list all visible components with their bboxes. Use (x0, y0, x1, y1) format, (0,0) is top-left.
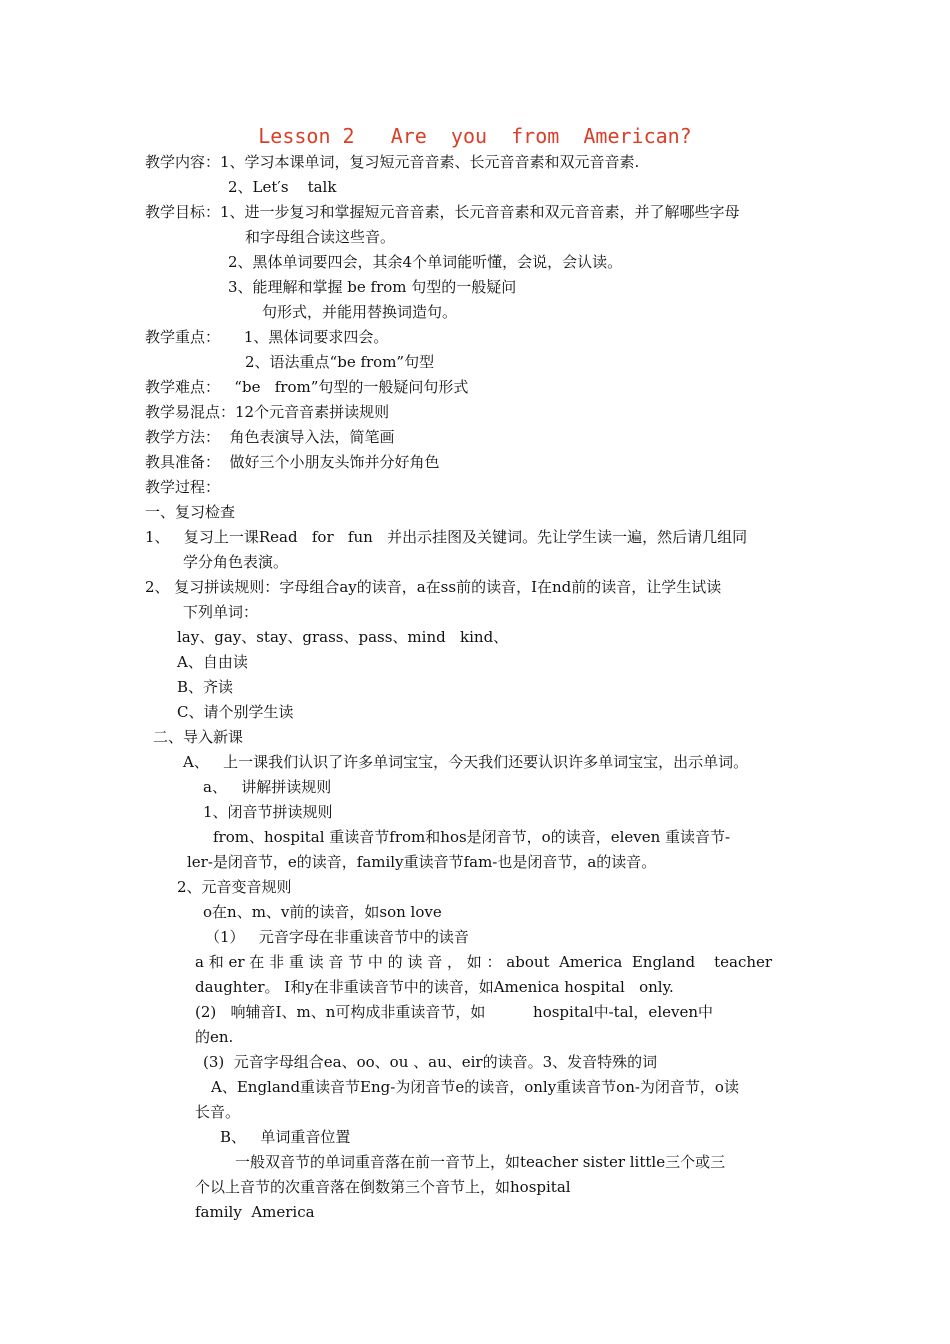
confusing-points-line: 教学易混点：12个元音音素拼读规则 (145, 403, 390, 421)
teaching-content-line: 教学内容：1、学习本课单词，复习短元音音素、长元音音素和双元音音素. (145, 153, 640, 171)
review-item-1-continuation: 学分角色表演。 (183, 553, 289, 571)
section-1-heading: 一、复习检查 (145, 503, 236, 521)
review-item-2-continuation: 下列单词： (183, 603, 259, 621)
teaching-method-line: 教学方法： 角色表演导入法，简笔画 (145, 428, 395, 446)
reading-option-b: B、齐读 (177, 678, 234, 696)
new-lesson-item-a: A、 上一课我们认识了许多单词宝宝，今天我们还要认识许多单词宝宝，出示单词。 (183, 753, 749, 771)
lesson-title: Lesson 2 Are you from American? (258, 124, 692, 148)
review-item-1: 1、 复习上一课Read for fun 并出示挂图及关键词。先让学生读一遍，然后请几组同 (145, 528, 748, 546)
teaching-goal-line: 教学目标：1、进一步复习和掌握短元音音素，长元音音素和双元音音素，并了解哪些字母 (145, 203, 740, 221)
special-words-text-continuation: 长音。 (195, 1103, 241, 1121)
section-2-heading: 二、导入新课 (153, 728, 244, 746)
sonorant-consonant-text: (2) 响辅音I、m、n可构成非重读音节，如 hospital中-tal，eleven中 (195, 1003, 713, 1021)
teaching-process-heading: 教学过程： (145, 478, 221, 496)
teaching-focus-line: 教学重点： 1、黑体词要求四会。 (145, 328, 389, 346)
sonorant-consonant-text-continuation: 的en. (195, 1028, 234, 1046)
teaching-focus-item-2: 2、语法重点“be from”句型 (245, 353, 435, 371)
unstressed-vowel-text: a 和 er 在 非 重 读 音 节 中 的 读 音 ， 如 ： about America England teacher (195, 953, 773, 971)
spelling-rules-heading: a、 讲解拼读规则 (203, 778, 332, 796)
unstressed-vowel-heading: （1） 元音字母在非重读音节中的读音 (205, 928, 469, 946)
review-item-2: 2、 复习拼读规则：字母组合ay的读音，a在ss前的读音，I在nd前的读音，让学生试读 (145, 578, 722, 596)
teaching-content-item-2: 2、Let′s talk (228, 178, 337, 196)
vowel-change-text: o在n、m、v前的读音，如son love (203, 903, 442, 921)
word-stress-examples: family America (195, 1203, 315, 1221)
reading-option-a: A、自由读 (177, 653, 248, 671)
teaching-goal-item-3-continuation: 句形式，并能用替换词造句。 (262, 303, 458, 321)
word-list: lay、gay、stay、grass、pass、mind kind、 (177, 628, 509, 646)
teaching-goal-item-2: 2、黑体单词要四会，其余4个单词能听懂，会说，会认读。 (228, 253, 623, 271)
vowel-combination-text: (3) 元音字母组合ea、oo、ou 、au、eir的读音。3、发音特殊的词 (203, 1053, 658, 1071)
teaching-difficulty-line: 教学难点： “be from”句型的一般疑问句形式 (145, 378, 469, 396)
teaching-goal-continuation: 和字母组合读这些音。 (245, 228, 396, 246)
closed-syllable-text-continuation: ler-是闭音节，e的读音，family重读音节fam-也是闭音节，a的读音。 (187, 853, 657, 871)
teaching-aids-line: 教具准备： 做好三个小朋友头饰并分好角色 (145, 453, 440, 471)
vowel-change-heading: 2、元音变音规则 (177, 878, 292, 896)
closed-syllable-text: from、hospital 重读音节from和hos是闭音节，o的读音，eleven 重读音节- (213, 828, 731, 846)
word-stress-text: 一般双音节的单词重音落在前一音节上，如teacher sister little三个或三 (235, 1153, 726, 1171)
closed-syllable-heading: 1、闭音节拼读规则 (203, 803, 333, 821)
reading-option-c: C、请个别学生读 (177, 703, 294, 721)
word-stress-heading: B、 单词重音位置 (220, 1128, 351, 1146)
unstressed-vowel-text-continuation: daughter。 I和y在非重读音节中的读音，如Amenica hospital only. (195, 978, 674, 996)
teaching-goal-item-3: 3、能理解和掌握 be from 句型的一般疑问 (228, 278, 517, 296)
word-stress-text-continuation: 个以上音节的次重音落在倒数第三个音节上，如hospital (195, 1178, 571, 1196)
special-words-text: A、England重读音节Eng-为闭音节e的读音，only重读音节on-为闭音节，o读 (211, 1078, 739, 1096)
